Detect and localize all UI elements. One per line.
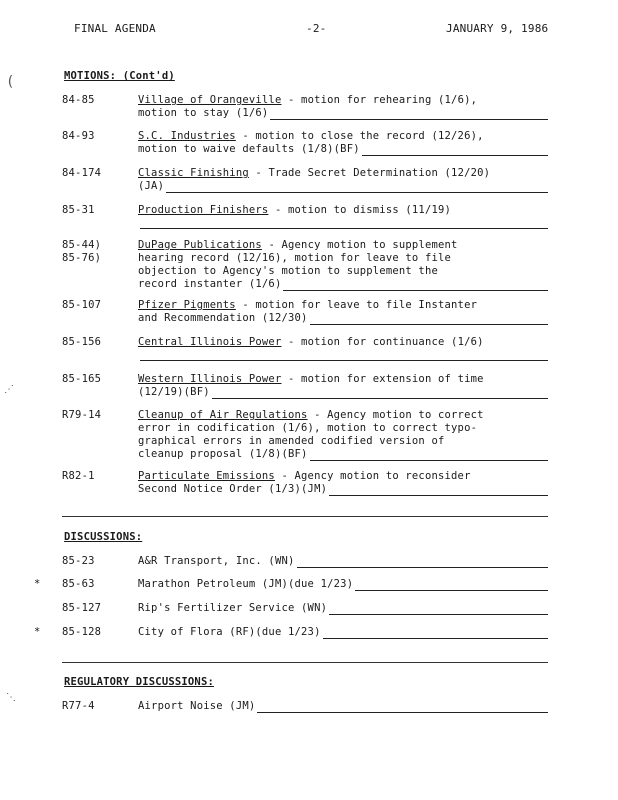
motion-detail: (JA) [138, 180, 165, 192]
motion-last-line [138, 107, 548, 120]
motion-line [138, 409, 548, 422]
margin-mark: ⋱ [6, 692, 17, 703]
discussion-text [138, 555, 548, 568]
motion-line: graphical errors in amended codified version of [138, 435, 445, 447]
case-title: Central Illinois Power [138, 336, 282, 348]
blank-rule [310, 449, 548, 461]
blank-rule [212, 387, 548, 399]
margin-mark: ( [6, 74, 15, 90]
discussion-title: City of Flora (RF)(due 1/23) [138, 626, 321, 638]
motion-description: - motion to dismiss (11/19) [268, 204, 452, 216]
priority-marker: * [34, 626, 41, 638]
docket-number: 85-128 [62, 626, 102, 638]
motion-last-line [138, 386, 548, 399]
motion-detail: motion to stay (1/6) [138, 107, 269, 119]
docket-number: 84-174 [62, 167, 102, 179]
docket-number: 85-107 [62, 299, 102, 311]
motion-description: - Agency motion to supplement [261, 239, 458, 251]
regulatory-title: Airport Noise (JM) [138, 700, 256, 712]
case-title: S.C. Industries [138, 130, 236, 142]
blank-rule [329, 484, 548, 496]
divider [62, 662, 548, 663]
motion-line [138, 130, 548, 143]
motion-description: - motion for leave to file Instanter [235, 299, 478, 311]
case-title: Western Illinois Power [138, 373, 282, 385]
motion-line [138, 239, 548, 252]
motion-description: - Agency motion to reconsider [274, 470, 471, 482]
motion-line [138, 94, 548, 107]
motion-text [138, 94, 548, 120]
blank-rule [270, 108, 548, 120]
docket-number: R82-1 [62, 470, 95, 482]
blank-rule [323, 627, 548, 639]
motion-last-line [138, 180, 548, 193]
docket-number: 85-165 [62, 373, 102, 385]
docket-number: 85-31 [62, 204, 95, 216]
motion-last-line [138, 143, 548, 156]
motion-detail: and Recommendation (12/30) [138, 312, 308, 324]
motion-line [138, 167, 548, 180]
motion-detail: record instanter (1/6) [138, 278, 282, 290]
docket-number: R77-4 [62, 700, 95, 712]
header-title: FINAL AGENDA [74, 22, 156, 35]
docket-number: R79-14 [62, 409, 102, 421]
motion-last-line [138, 278, 548, 291]
motion-line [138, 373, 548, 386]
motion-description: - motion for rehearing (1/6), [281, 94, 478, 106]
header-date: JANUARY 9, 1986 [446, 22, 549, 35]
blank-rule [140, 217, 548, 229]
motion-description: - Agency motion to correct [307, 409, 484, 421]
blank-rule [257, 701, 548, 713]
blank-rule [140, 349, 548, 361]
blank-rule [362, 144, 548, 156]
discussion-title: Marathon Petroleum (JM)(due 1/23) [138, 578, 354, 590]
docket-number: 85-156 [62, 336, 102, 348]
motion-description: - Trade Secret Determination (12/20) [248, 167, 491, 179]
motion-text [138, 409, 548, 461]
motion-text [138, 239, 548, 291]
docket-number: 85-23 [62, 555, 95, 567]
case-title: Pfizer Pigments [138, 299, 236, 311]
page-number: -2- [306, 22, 327, 35]
motion-text [138, 336, 548, 361]
motion-last-line [138, 312, 548, 325]
blank-rule [355, 579, 548, 591]
motion-description: - motion to close the record (12/26), [235, 130, 484, 142]
section-regulatory: REGULATORY DISCUSSIONS: [64, 676, 214, 688]
docket-number: 84-93 [62, 130, 95, 142]
discussion-title: Rip's Fertilizer Service (WN) [138, 602, 328, 614]
motion-text [138, 204, 548, 229]
motion-line [138, 299, 548, 312]
case-title: Classic Finishing [138, 167, 249, 179]
motion-line [138, 336, 548, 349]
motion-last-line [138, 349, 548, 361]
blank-rule [166, 181, 548, 193]
motion-text [138, 167, 548, 193]
discussion-title: A&R Transport, Inc. (WN) [138, 555, 295, 567]
motion-last-line [138, 448, 548, 461]
case-title: Particulate Emissions [138, 470, 275, 482]
discussion-text [138, 626, 548, 639]
docket-number: 84-85 [62, 94, 95, 106]
blank-rule [329, 603, 548, 615]
discussion-text [138, 602, 548, 615]
motion-detail: (12/19)(BF) [138, 386, 210, 398]
motion-detail: Second Notice Order (1/3)(JM) [138, 483, 328, 495]
section-motions: MOTIONS: (Cont'd) [64, 70, 175, 82]
case-title: DuPage Publications [138, 239, 262, 251]
docket-number: 85-44) 85-76) [62, 239, 102, 264]
blank-rule [297, 556, 548, 568]
motion-line: objection to Agency's motion to supplement the [138, 265, 438, 277]
case-title: Cleanup of Air Regulations [138, 409, 308, 421]
divider [62, 516, 548, 517]
blank-rule [283, 279, 548, 291]
motion-line [138, 470, 548, 483]
docket-number: 85-63 [62, 578, 95, 590]
motion-description: - motion for continuance (1/6) [281, 336, 484, 348]
motion-last-line [138, 217, 548, 229]
margin-mark: ⋰ [4, 384, 15, 395]
motion-line: hearing record (12/16), motion for leave to file [138, 252, 452, 264]
case-title: Production Finishers [138, 204, 269, 216]
motion-text [138, 130, 548, 156]
motion-line [138, 204, 548, 217]
motion-text [138, 299, 548, 325]
motion-last-line [138, 483, 548, 496]
blank-rule [310, 313, 548, 325]
section-discussions: DISCUSSIONS: [64, 531, 143, 543]
motion-detail: cleanup proposal (1/8)(BF) [138, 448, 308, 460]
motion-line: error in codification (1/6), motion to correct typo- [138, 422, 478, 434]
case-title: Village of Orangeville [138, 94, 282, 106]
docket-number: 85-127 [62, 602, 102, 614]
discussion-text [138, 578, 548, 591]
regulatory-text [138, 700, 548, 713]
priority-marker: * [34, 578, 41, 590]
motion-text [138, 470, 548, 496]
motion-detail: motion to waive defaults (1/8)(BF) [138, 143, 360, 155]
motion-description: - motion for extension of time [281, 373, 484, 385]
motion-text [138, 373, 548, 399]
